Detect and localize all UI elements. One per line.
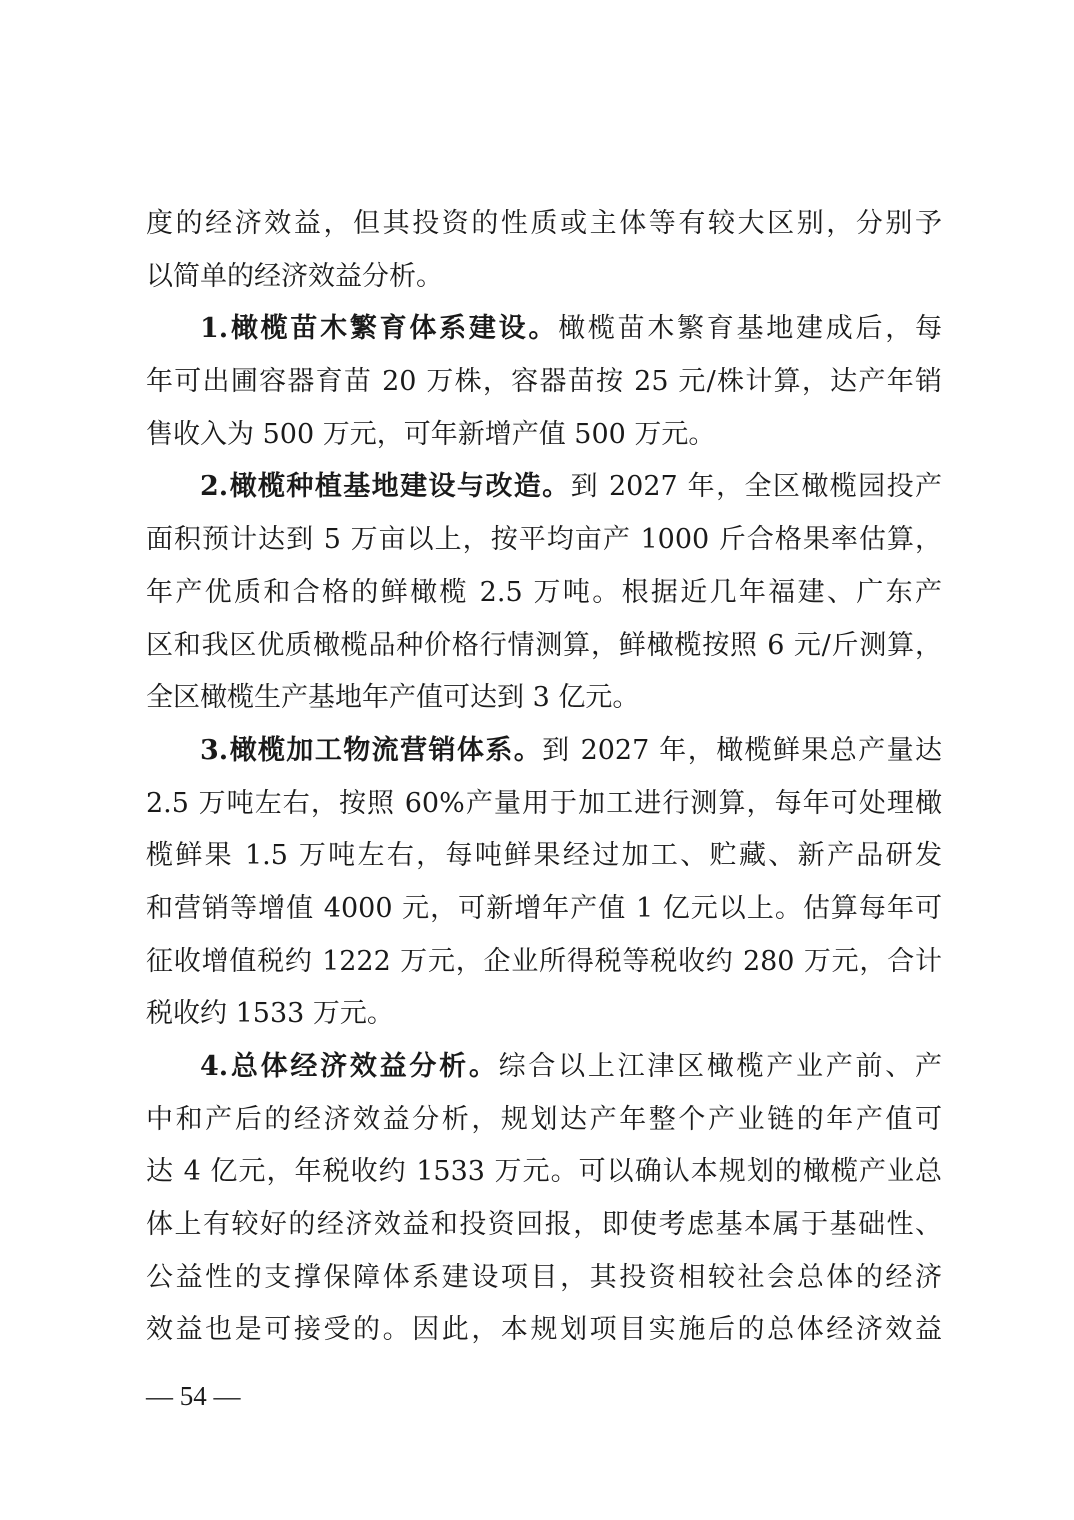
line-text: 全区橄榄生产基地年产值可达到 3 亿元。 (146, 682, 640, 714)
line-text: 体上有较好的经济效益和投资回报，即使考虑基本属于基础性、 (146, 1209, 942, 1241)
paragraph (146, 198, 942, 303)
line-text: 度的经济效益，但其投资的性质或主体等有较大区别，分别予 (146, 208, 942, 239)
line-text: 区和我区优质橄榄品种价格行情测算，鲜橄榄按照 6 元/斤测算， (146, 629, 942, 661)
paragraph (146, 461, 942, 724)
text-line (146, 567, 942, 620)
line-text: 年可出圃容器育苗 20 万株，容器苗按 25 元/株计算，达产年销 (146, 366, 942, 398)
line-text: 到 2027 年，橄榄鲜果总产量达 (542, 734, 942, 766)
line-text: 榄鲜果 1.5 万吨左右，每吨鲜果经过加工、贮藏、新产品研发 (146, 840, 942, 872)
line-text: 效益也是可接受的。因此，本规划项目实施后的总体经济效益 (146, 1314, 942, 1346)
text-line (146, 303, 942, 356)
text-line (146, 1252, 942, 1305)
text-line (146, 409, 942, 462)
paragraph-heading: 1.橄榄苗木繁育体系建设。 (200, 313, 559, 345)
line-text: 征收增值税约 1222 万元，企业所得税等税收约 280 万元，合计 (146, 945, 942, 977)
line-text: 税收约 1533 万元。 (146, 998, 394, 1030)
paragraph-heading: 4.总体经济效益分析。 (200, 1051, 499, 1082)
page-number: — 54 — (146, 1381, 241, 1411)
paragraph-heading: 3.橄榄加工物流营销体系。 (200, 734, 543, 766)
text-line (146, 883, 942, 936)
text-line (146, 778, 942, 831)
line-text: 2.5 万吨左右，按照 60%产量用于加工进行测算，每年可处理橄 (146, 787, 942, 819)
line-text: 以简单的经济效益分析。 (146, 260, 443, 292)
paragraph (146, 303, 942, 461)
text-line (146, 1199, 942, 1252)
paragraph (146, 1041, 942, 1357)
line-text: 橄榄苗木繁育基地建成后，每 (558, 313, 942, 345)
line-text: 到 2027 年，全区橄榄园投产 (570, 471, 942, 503)
text-line (146, 1094, 942, 1147)
text-line (146, 1041, 942, 1094)
line-text: 售收入为 500 万元，可年新增产值 500 万元。 (146, 418, 716, 450)
text-line (146, 725, 942, 778)
text-line (146, 1146, 942, 1199)
line-text: 公益性的支撑保障体系建设项目，其投资相较社会总体的经济 (146, 1261, 942, 1293)
text-line (146, 251, 942, 304)
text-line (146, 356, 942, 409)
text-line (146, 988, 942, 1041)
line-text: 和营销等增值 4000 元，可新增年产值 1 亿元以上。估算每年可 (146, 892, 942, 924)
text-line (146, 198, 942, 251)
text-line (146, 620, 942, 673)
text-line (146, 461, 942, 514)
text-line (146, 936, 942, 989)
line-text: 达 4 亿元，年税收约 1533 万元。可以确认本规划的橄榄产业总 (146, 1156, 942, 1188)
text-line (146, 830, 942, 883)
line-text: 面积预计达到 5 万亩以上，按平均亩产 1000 斤合格果率估算， (146, 524, 942, 556)
line-text: 年产优质和合格的鲜橄榄 2.5 万吨。根据近几年福建、广东产 (146, 576, 942, 608)
paragraph-heading: 2.橄榄种植基地建设与改造。 (200, 471, 571, 503)
text-line (146, 1304, 942, 1357)
line-text: 中和产后的经济效益分析，规划达产年整个产业链的年产值可 (146, 1103, 942, 1135)
body-text (146, 198, 942, 1357)
text-line (146, 514, 942, 567)
line-text: 综合以上江津区橄榄产业产前、产 (498, 1051, 942, 1082)
paragraph (146, 725, 942, 1041)
text-line (146, 672, 942, 725)
